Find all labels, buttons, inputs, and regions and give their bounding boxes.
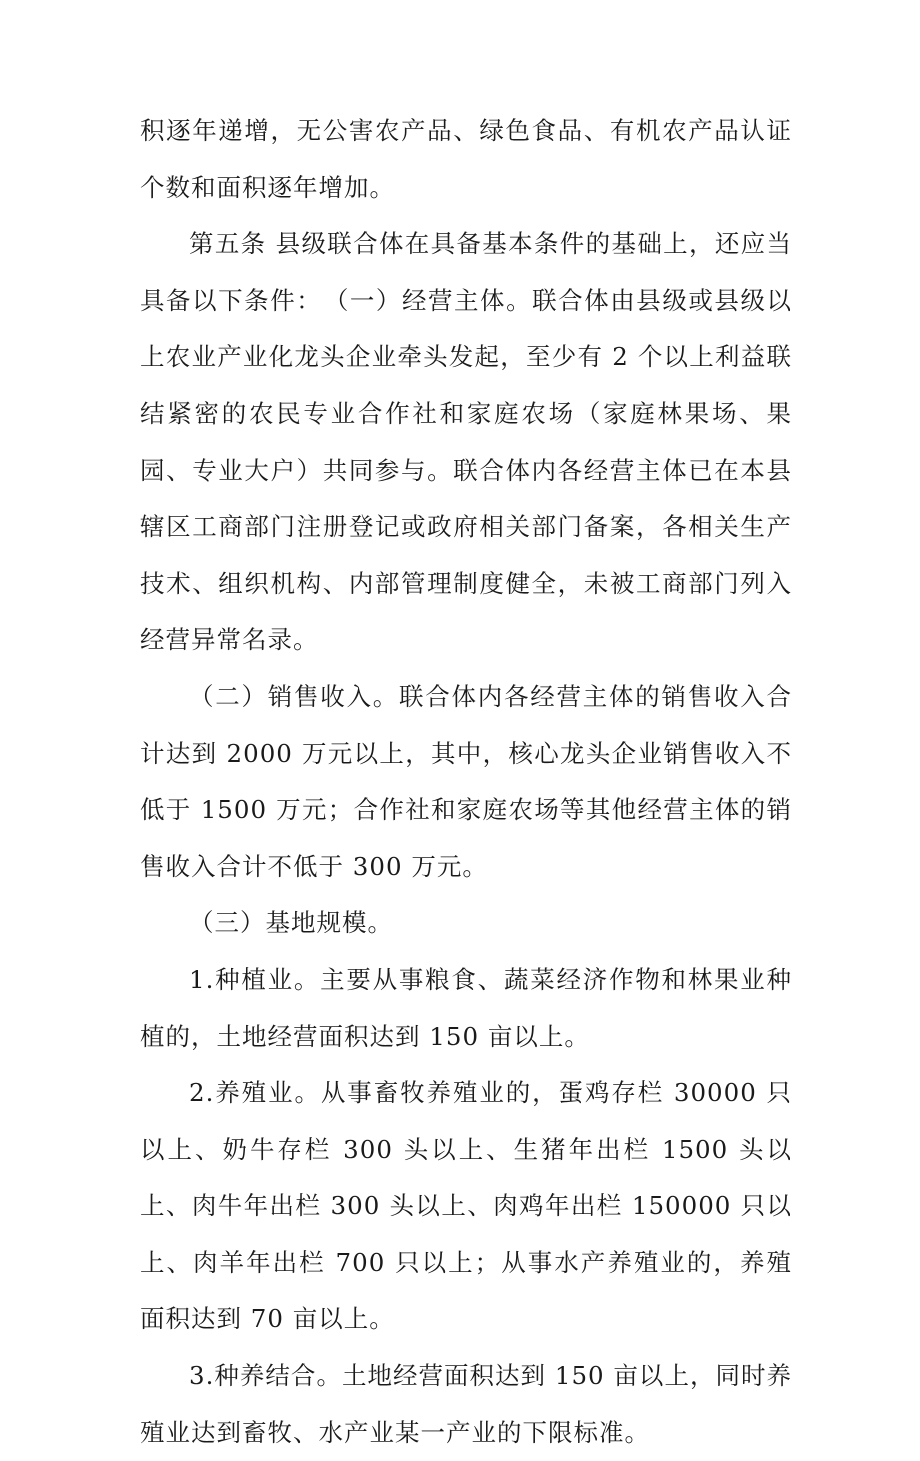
paragraph-planting: 1.种植业。主要从事粮食、蔬菜经济作物和林果业种植的，土地经营面积达到 150 亩以上。 xyxy=(140,964,792,1051)
document-body xyxy=(140,103,792,1461)
paragraph-article-five: 第五条 县级联合体在具备基本条件的基础上，还应当具备以下条件： （一）经营主体。联合体由县级或县级以上农业产业化龙头企业牵头发起，至少有 2 个以上利益联结紧密的农民专业合作社和家庭农场（家庭林果场、果园、专业大户）共同参与。联合体内各经营主体已在本县辖区工商部门注册登记或政府相关部门备案，各相关生产技术、组织机构、内部管理制度健全，未被工商部门列入经营异常名录。 xyxy=(140,229,792,655)
paragraph-sales-income: （二）销售收入。联合体内各经营主体的销售收入合计达到 2000 万元以上，其中，核心龙头企业销售收入不低于 1500 万元；合作社和家庭农场等其他经营主体的销售收入合计不低于 300 万元。 xyxy=(140,681,792,881)
paragraph-planting-breeding-combined: 3.种养结合。土地经营面积达到 150 亩以上，同时养殖业达到畜牧、水产业某一产业的下限标准。 xyxy=(140,1361,792,1447)
paragraph-base-scale-heading: （三）基地规模。 xyxy=(189,908,393,938)
paragraph-continuation: 积逐年递增，无公害农产品、绿色食品、有机农产品认证个数和面积逐年增加。 xyxy=(140,116,792,202)
paragraph-breeding: 2.养殖业。从事畜牧养殖业的，蛋鸡存栏 30000 只以上、奶牛存栏 300 头以上、生猪年出栏 1500 头以上、肉牛年出栏 300 头以上、肉鸡年出栏 150000 只以上、肉羊年出栏 700 只以上；从事水产养殖业的，养殖面积达到 70 亩以上。 xyxy=(140,1078,792,1334)
